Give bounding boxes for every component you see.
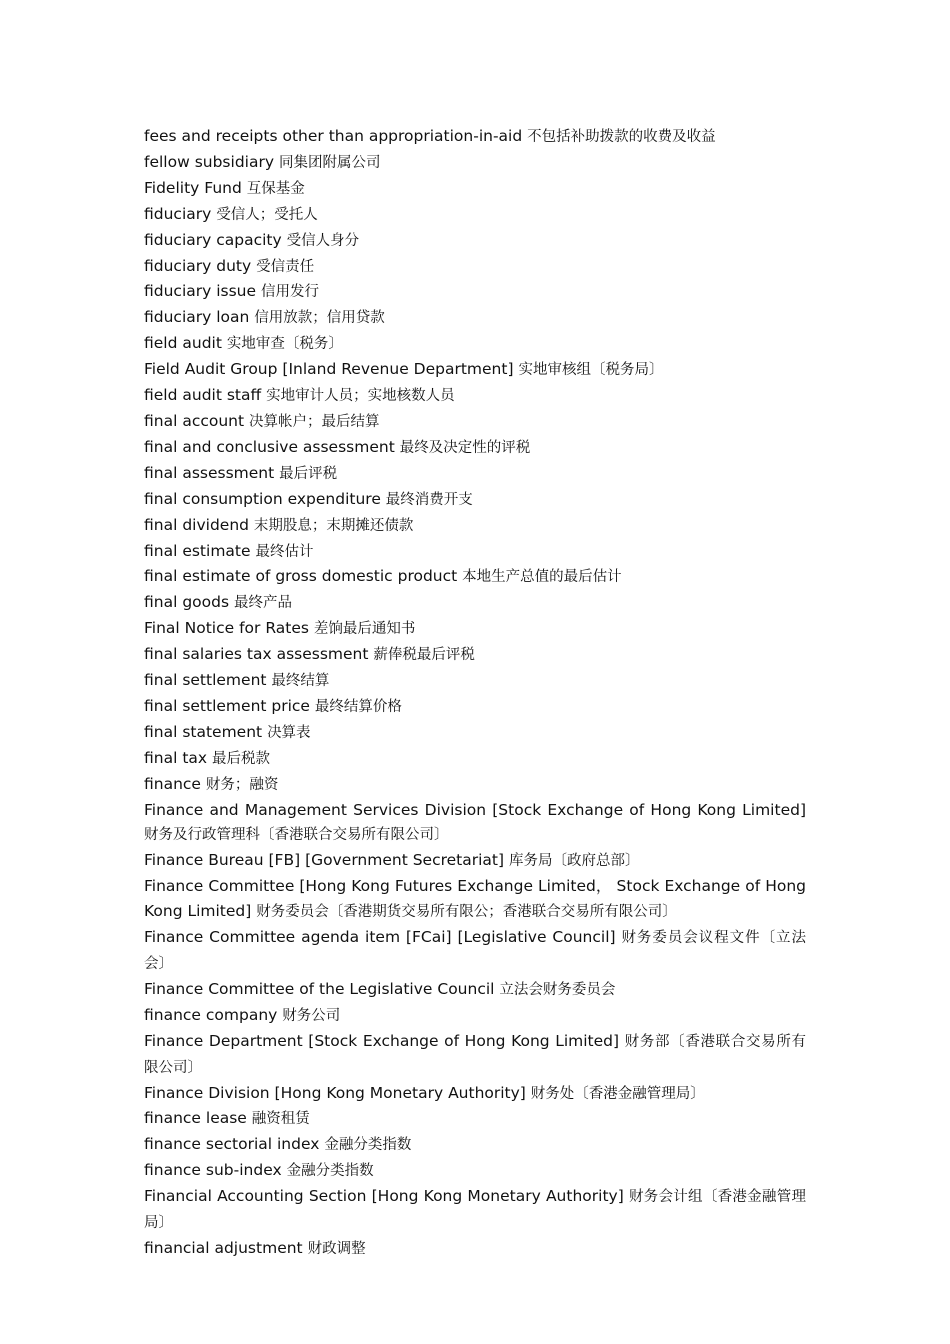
glossary-entry	[144, 977, 806, 1003]
entry-term-chinese: 最后评税	[279, 465, 338, 482]
entry-term-chinese: 最终估计	[255, 543, 314, 560]
entry-term-english: field audit	[144, 334, 222, 353]
entry-term-chinese: 实地审查〔税务〕	[226, 336, 343, 353]
glossary-entries	[144, 124, 806, 1262]
entry-term-chinese: 信用放款；信用贷款	[254, 310, 385, 327]
entry-term-english: final assessment	[144, 463, 275, 482]
glossary-entry	[144, 202, 806, 228]
entry-term-english: finance sub-index	[144, 1161, 282, 1180]
glossary-entry	[144, 228, 806, 254]
entry-term-english: final tax	[144, 748, 208, 767]
entry-term-chinese: 本地生产总值的最后估计	[462, 569, 622, 586]
glossary-entry	[144, 746, 806, 772]
glossary-entry	[144, 564, 806, 590]
entry-term-chinese: 实地审计人员；实地核数人员	[266, 388, 455, 405]
entry-term-chinese: 不包括补助拨款的收费及收益	[527, 129, 716, 145]
glossary-entry	[144, 1184, 806, 1236]
entry-term-english: finance company	[144, 1005, 278, 1024]
entry-term-chinese: 金融分类指数	[286, 1163, 374, 1180]
entry-term-chinese: 财务处〔香港金融管理局〕	[530, 1085, 705, 1102]
entry-term-english: final salaries tax assessment	[144, 645, 369, 664]
entry-term-english: Finance Committee of the Legislative Council	[144, 979, 495, 998]
glossary-entry	[144, 176, 806, 202]
entry-term-english: Financial Accounting Section [Hong Kong Monetary Authority]	[144, 1187, 624, 1206]
entry-term-chinese: 财政调整	[307, 1240, 366, 1257]
entry-term-chinese: 决算表	[267, 724, 311, 741]
entry-term-chinese: 财务会计组〔香港金融管理局〕	[144, 1189, 806, 1232]
glossary-entry	[144, 1081, 806, 1107]
entry-term-chinese: 财务；融资	[205, 776, 279, 793]
entry-term-english: final estimate of gross domestic product	[144, 567, 458, 586]
glossary-entry	[144, 1029, 806, 1081]
glossary-entry	[144, 305, 806, 331]
entry-term-english: Finance Division [Hong Kong Monetary Authority]	[144, 1083, 526, 1102]
glossary-entry	[144, 1106, 806, 1132]
glossary-entry	[144, 279, 806, 305]
entry-term-chinese: 财务及行政管理科〔香港联合交易所有限公司〕	[144, 827, 449, 844]
entry-term-chinese: 末期股息；末期摊还债款	[253, 517, 414, 534]
glossary-entry	[144, 1003, 806, 1029]
glossary-entry	[144, 874, 806, 925]
entry-term-english: final account	[144, 411, 245, 430]
entry-term-english: fees and receipts other than appropriation-in-aid	[144, 127, 523, 145]
entry-term-english: financial adjustment	[144, 1238, 303, 1257]
entry-term-english: finance sectorial index	[144, 1135, 320, 1154]
entry-term-chinese: 金融分类指数	[324, 1137, 412, 1154]
entry-term-english: fiduciary duty	[144, 256, 252, 275]
entry-term-english: Fidelity Fund	[144, 178, 242, 197]
entry-term-english: finance lease	[144, 1109, 247, 1128]
entry-term-chinese: 立法会财务委员会	[499, 981, 616, 998]
glossary-entry	[144, 539, 806, 565]
entry-term-chinese: 受信责任	[256, 258, 315, 275]
entry-term-english: fiduciary capacity	[144, 230, 282, 249]
entry-term-english: field audit staff	[144, 386, 262, 405]
glossary-entry	[144, 848, 806, 874]
glossary-entry	[144, 150, 806, 176]
entry-term-english: finance	[144, 774, 201, 793]
entry-term-english: fiduciary	[144, 204, 212, 223]
entry-term-chinese: 库务局〔政府总部〕	[509, 853, 640, 870]
glossary-entry	[144, 487, 806, 513]
entry-term-english: final consumption expenditure	[144, 489, 381, 508]
entry-term-english: final settlement price	[144, 696, 310, 715]
glossary-entry	[144, 590, 806, 616]
entry-term-chinese: 信用发行	[260, 284, 319, 301]
entry-term-english: final statement	[144, 722, 263, 741]
glossary-entry	[144, 331, 806, 357]
entry-term-chinese: 融资租赁	[251, 1111, 310, 1128]
entry-term-english: final and conclusive assessment	[144, 437, 395, 456]
glossary-entry	[144, 357, 806, 383]
glossary-entry	[144, 1236, 806, 1262]
entry-term-chinese: 实地审核组〔税务局〕	[518, 362, 664, 379]
glossary-entry	[144, 409, 806, 435]
glossary-entry	[144, 1158, 806, 1184]
entry-term-chinese: 财务部〔香港联合交易所有限公司〕	[144, 1033, 807, 1076]
entry-term-chinese: 财务委员会〔香港期货交易所有限公；香港联合交易所有限公司〕	[256, 904, 677, 921]
entry-term-chinese: 薪俸税最后评税	[373, 647, 475, 664]
glossary-entry	[144, 616, 806, 642]
entry-term-chinese: 最终及决定性的评税	[399, 439, 531, 456]
entry-term-chinese: 最终消费开支	[385, 491, 473, 508]
entry-term-english: Field Audit Group [Inland Revenue Department]	[144, 360, 514, 379]
glossary-entry	[144, 694, 806, 720]
glossary-entry	[144, 124, 806, 150]
entry-term-chinese: 差饷最后通知书	[313, 621, 416, 638]
glossary-entry	[144, 435, 806, 461]
entry-term-english: Finance Bureau [FB] [Government Secretariat]	[144, 851, 505, 870]
entry-term-english: Finance Committee [Hong Kong Futures Exchange Limited， Stock Exchange of Hong Kong Limited]	[144, 877, 806, 921]
entry-term-chinese: 受信人；受托人	[216, 206, 318, 223]
entry-term-english: Finance Committee agenda item [FCai] [Legislative Council]	[144, 928, 616, 947]
glossary-entry	[144, 1132, 806, 1158]
entry-term-english: fiduciary issue	[144, 282, 257, 301]
glossary-entry	[144, 254, 806, 280]
glossary-entry	[144, 461, 806, 487]
entry-term-chinese: 最终产品	[233, 595, 292, 612]
entry-term-chinese: 互保基金	[246, 180, 305, 197]
entry-term-chinese: 财务公司	[282, 1007, 341, 1024]
entry-term-chinese: 同集团附属公司	[278, 154, 381, 171]
glossary-entry	[144, 513, 806, 539]
entry-term-chinese: 最终结算价格	[314, 698, 402, 715]
glossary-entry	[144, 668, 806, 694]
entry-term-english: Finance Department [Stock Exchange of Hong Kong Limited]	[144, 1031, 620, 1050]
glossary-entry	[144, 798, 806, 849]
entry-term-english: final estimate	[144, 541, 251, 560]
entry-term-chinese: 最终结算	[271, 673, 330, 690]
entry-term-english: Final Notice for Rates	[144, 619, 309, 638]
glossary-entry	[144, 720, 806, 746]
entry-term-english: final goods	[144, 593, 230, 612]
entry-term-english: fellow subsidiary	[144, 152, 275, 171]
entry-term-english: final settlement	[144, 671, 267, 690]
glossary-entry	[144, 383, 806, 409]
entry-term-english: final dividend	[144, 515, 249, 534]
entry-term-chinese: 受信人身分	[286, 232, 360, 249]
entry-term-chinese: 财务委员会议程文件〔立法会〕	[144, 930, 806, 972]
glossary-entry	[144, 925, 806, 977]
entry-term-english: fiduciary loan	[144, 308, 250, 327]
entry-term-english: Finance and Management Services Division [Stock Exchange of Hong Kong Limited]	[144, 800, 806, 819]
glossary-entry	[144, 642, 806, 668]
entry-term-chinese: 决算帐户；最后结算	[249, 413, 380, 430]
glossary-entry	[144, 772, 806, 798]
entry-term-chinese: 最后税款	[212, 750, 271, 767]
